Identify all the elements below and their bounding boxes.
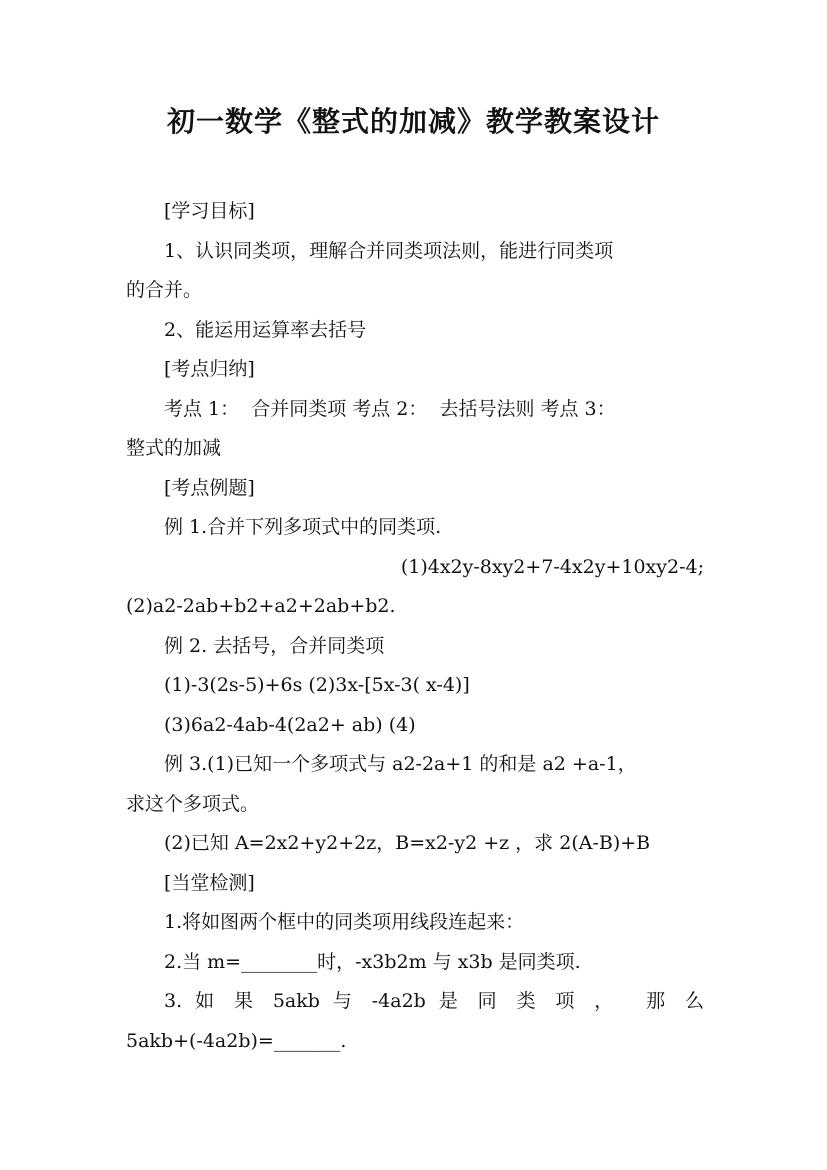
example-3-part-1-cont: 求这个多项式。 [126, 792, 260, 815]
section-heading-objectives: [学习目标] [164, 200, 255, 222]
page-title: 初一数学《整式的加减》教学教案设计 [166, 105, 660, 138]
example-3-part-2: (2)已知 A=2x2+y2+2z，B=x2-y2 +z ，求 2(A-B)+B [164, 832, 651, 854]
test-question-2: 2.当 m=________时，-x3b2m 与 x3b 是同类项. [164, 950, 581, 973]
example-1-part-2: (2)a2-2ab+b2+a2+2ab+b2. [126, 595, 396, 617]
example-2-parts-3-4: (3)6a2-4ab-4(2a2+ ab) (4) [164, 713, 416, 736]
section-heading-examples: [考点例题] [164, 476, 255, 499]
example-2-parts-1-2: (1)-3(2s-5)+6s (2)3x-[5x-3( x-4)] [164, 674, 470, 696]
objective-1-cont: 的合并。 [126, 279, 203, 301]
test-question-3-cont: 5akb+(-4a2b)=_______. [126, 1029, 347, 1052]
example-1-part-1: (1)4x2y-8xy2+7-4x2y+10xy2-4; [400, 555, 704, 578]
example-1: 例 1.合并下列多项式中的同类项. [164, 516, 442, 538]
objective-1: 1、认识同类项，理解合并同类项法则，能进行同类项 [164, 239, 614, 262]
test-question-1: 1.将如图两个框中的同类项用线段连起来： [164, 911, 525, 933]
key-points-line-cont: 整式的加减 [126, 437, 222, 459]
test-question-3: 3. 如 果 5akb 与 -4a2b 是 同 类 项 ， 那 么 [164, 990, 704, 1012]
example-3-part-1: 例 3.(1)已知一个多项式与 a2-2a+1 的和是 a2 +a-1， [164, 753, 637, 775]
document-body [126, 192, 704, 1061]
section-heading-key-points: [考点归纳] [164, 358, 255, 380]
example-2: 例 2. 去括号，合并同类项 [164, 634, 385, 657]
section-heading-in-class-test: [当堂检测] [164, 871, 255, 894]
objective-2: 2、能运用运算率去括号 [164, 318, 367, 341]
key-points-line: 考点 1： 合并同类项 考点 2： 去括号法则 考点 3： [164, 397, 616, 420]
